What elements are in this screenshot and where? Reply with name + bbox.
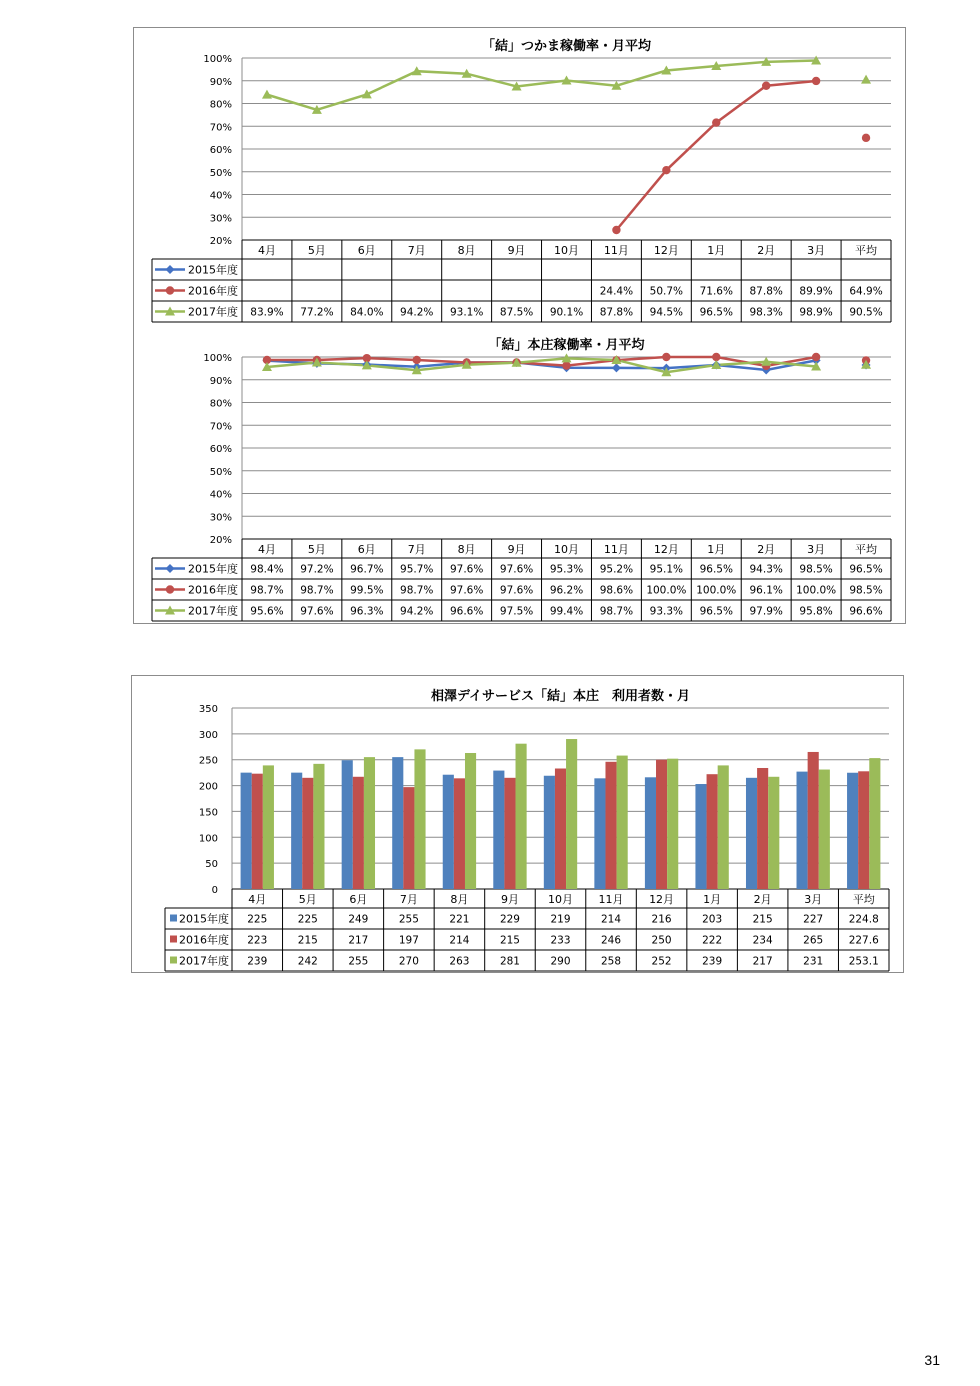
data-label: 64.9% [849,285,883,298]
y-tick-label: 70% [209,122,232,134]
y-tick-label: 200 [198,781,218,793]
y-tick-label: 100 [198,833,218,845]
x-tick-label: 11月 [603,244,629,257]
data-label: 215 [297,934,318,947]
data-label: 93.3% [649,605,684,618]
data-label: 281 [499,955,520,968]
data-label: 94.2% [400,605,434,618]
x-tick-label: 9月 [507,244,526,257]
y-tick-label: 60% [209,444,232,455]
data-label: 71.6% [699,285,733,298]
data-label: 224.8 [848,913,879,926]
legend-label: 2016年度 [188,583,238,597]
x-tick-label: 12月 [653,543,679,556]
data-label: 234 [752,934,773,947]
data-label: 100.0% [696,584,737,597]
data-label: 233 [550,934,571,947]
data-label: 215 [752,913,773,926]
x-tick-label: 3月 [807,244,826,257]
y-tick-label: 30% [209,512,232,524]
data-label: 95.1% [649,563,684,576]
x-tick-label: 10月 [554,543,579,556]
data-label: 98.6% [599,584,634,597]
data-label: 95.8% [799,605,833,618]
data-label: 90.1% [549,306,584,319]
x-tick-label: 1月 [707,244,726,257]
legend-label: 2015年度 [188,263,238,277]
x-tick-label: 4月 [248,893,267,906]
x-tick-label: 2月 [753,893,772,906]
x-tick-label: 8月 [457,543,476,556]
data-label: 50.7% [649,285,684,298]
x-tick-label: 平均 [852,893,875,906]
data-label: 255 [348,955,369,968]
data-label: 94.3% [749,563,783,576]
y-tick-label: 0 [211,885,218,896]
data-label: 97.2% [300,563,334,576]
x-tick-label: 9月 [507,543,526,556]
y-tick-label: 70% [209,421,232,433]
y-tick-label: 100% [203,353,232,364]
data-label: 77.2% [300,306,334,319]
data-label: 24.4% [599,285,634,298]
x-tick-label: 6月 [357,543,376,556]
data-label: 98.7% [599,605,634,618]
x-tick-label: 5月 [307,244,326,257]
data-label: 99.4% [549,605,584,618]
data-label: 98.5% [849,584,883,597]
data-label: 97.9% [749,605,783,618]
y-tick-label: 150 [198,807,218,819]
x-tick-label: 2月 [757,543,776,556]
legend-label: 2017年度 [179,954,229,968]
data-label: 197 [398,934,419,947]
y-tick-label: 40% [209,190,232,202]
data-label: 217 [348,934,369,947]
data-label: 216 [651,913,672,926]
chart-title: 相澤デイサービス「結」本庄 利用者数・月 [430,689,691,704]
data-label: 95.2% [599,563,634,576]
data-label: 97.5% [499,605,534,618]
data-label: 94.5% [649,306,684,319]
data-label: 96.6% [449,605,484,618]
data-label: 87.8% [599,306,634,319]
data-label: 87.8% [749,285,783,298]
y-tick-label: 250 [198,755,218,767]
data-label: 215 [499,934,520,947]
y-tick-label: 90% [209,375,232,387]
data-label: 246 [601,934,622,947]
data-label: 96.7% [350,563,384,576]
y-tick-label: 90% [209,76,232,88]
data-label: 98.5% [799,563,833,576]
x-tick-label: 7月 [399,893,418,906]
data-label: 97.6% [300,605,334,618]
legend-label: 2016年度 [188,284,238,298]
y-tick-label: 60% [209,145,232,156]
data-label: 270 [398,955,419,968]
data-label: 242 [297,955,318,968]
data-label: 219 [550,913,571,926]
data-label: 97.6% [499,563,534,576]
x-tick-label: 1月 [703,893,722,906]
data-label: 252 [651,955,672,968]
chart-title: 「結」つかま稼働率・月平均 [481,39,652,54]
data-label: 225 [297,913,318,926]
x-tick-label: 4月 [257,244,276,257]
data-label: 96.5% [699,306,733,319]
data-label: 99.5% [350,584,384,597]
y-tick-label: 30% [209,213,232,225]
data-label: 89.9% [799,285,833,298]
y-tick-label: 50% [209,466,232,478]
data-label: 94.2% [400,306,434,319]
x-tick-label: 3月 [804,893,823,906]
data-label: 98.7% [400,584,434,597]
page-number: 31 [924,1352,940,1368]
legend-label: 2017年度 [188,305,238,319]
y-tick-label: 80% [209,398,232,410]
y-tick-label: 100% [203,54,232,65]
users-chart-panel [131,675,904,973]
x-tick-label: 平均 [855,543,878,556]
legend-label: 2015年度 [188,562,238,576]
data-label: 95.6% [250,605,284,618]
x-tick-label: 12月 [653,244,679,257]
x-tick-label: 12月 [649,893,675,906]
data-label: 227 [803,913,824,926]
data-label: 227.6 [848,934,879,947]
x-tick-label: 平均 [855,244,878,257]
data-label: 97.6% [449,563,484,576]
data-label: 98.4% [250,563,284,576]
data-label: 231 [803,955,824,968]
data-label: 239 [247,955,268,968]
data-label: 255 [398,913,419,926]
y-tick-label: 40% [209,489,232,501]
data-label: 96.2% [549,584,584,597]
x-tick-label: 8月 [450,893,469,906]
data-label: 250 [651,934,672,947]
data-label: 98.7% [250,584,284,597]
y-tick-label: 300 [198,729,218,741]
y-tick-label: 350 [198,704,218,715]
chart-title: 「結」本庄稼働率・月平均 [488,338,645,353]
data-label: 217 [752,955,773,968]
x-tick-label: 5月 [307,543,326,556]
legend-label: 2016年度 [179,933,229,947]
x-tick-label: 7月 [407,543,426,556]
x-tick-label: 10月 [548,893,573,906]
data-label: 214 [601,913,622,926]
data-label: 249 [348,913,369,926]
data-label: 90.5% [849,306,883,319]
y-tick-label: 50% [209,167,232,179]
y-tick-label: 20% [209,236,232,247]
data-label: 221 [449,913,470,926]
data-label: 100.0% [796,584,837,597]
y-tick-label: 20% [209,535,232,546]
x-tick-label: 8月 [457,244,476,257]
data-label: 253.1 [848,955,879,968]
data-label: 222 [702,934,723,947]
data-label: 93.1% [449,306,484,319]
data-label: 95.7% [400,563,434,576]
data-label: 96.3% [350,605,384,618]
x-tick-label: 7月 [407,244,426,257]
data-label: 239 [702,955,723,968]
x-tick-label: 11月 [603,543,629,556]
data-label: 97.6% [449,584,484,597]
x-tick-label: 5月 [298,893,317,906]
data-label: 97.6% [499,584,534,597]
data-label: 83.9% [250,306,284,319]
x-tick-label: 1月 [707,543,726,556]
data-label: 100.0% [646,584,687,597]
data-label: 96.6% [849,605,883,618]
legend-label: 2017年度 [188,604,238,618]
data-label: 214 [449,934,470,947]
data-label: 96.5% [699,563,733,576]
x-tick-label: 11月 [598,893,624,906]
data-label: 96.1% [749,584,783,597]
data-label: 258 [601,955,622,968]
x-tick-label: 3月 [807,543,826,556]
data-label: 265 [803,934,824,947]
x-tick-label: 6月 [349,893,368,906]
x-tick-label: 4月 [257,543,276,556]
data-label: 87.5% [499,306,534,319]
data-label: 84.0% [350,306,384,319]
occupancy-charts-panel [133,27,906,624]
data-label: 98.9% [799,306,833,319]
y-tick-label: 80% [209,99,232,111]
data-label: 290 [550,955,571,968]
data-label: 95.3% [549,563,584,576]
data-label: 225 [247,913,268,926]
data-label: 263 [449,955,470,968]
data-label: 96.5% [849,563,883,576]
data-label: 98.7% [300,584,334,597]
data-label: 96.5% [699,605,733,618]
x-tick-label: 10月 [554,244,579,257]
x-tick-label: 9月 [500,893,519,906]
y-tick-label: 50 [205,859,218,871]
data-label: 229 [499,913,520,926]
data-label: 98.3% [749,306,783,319]
x-tick-label: 2月 [757,244,776,257]
x-tick-label: 6月 [357,244,376,257]
legend-label: 2015年度 [179,912,229,926]
data-label: 223 [247,934,268,947]
data-label: 203 [702,913,723,926]
